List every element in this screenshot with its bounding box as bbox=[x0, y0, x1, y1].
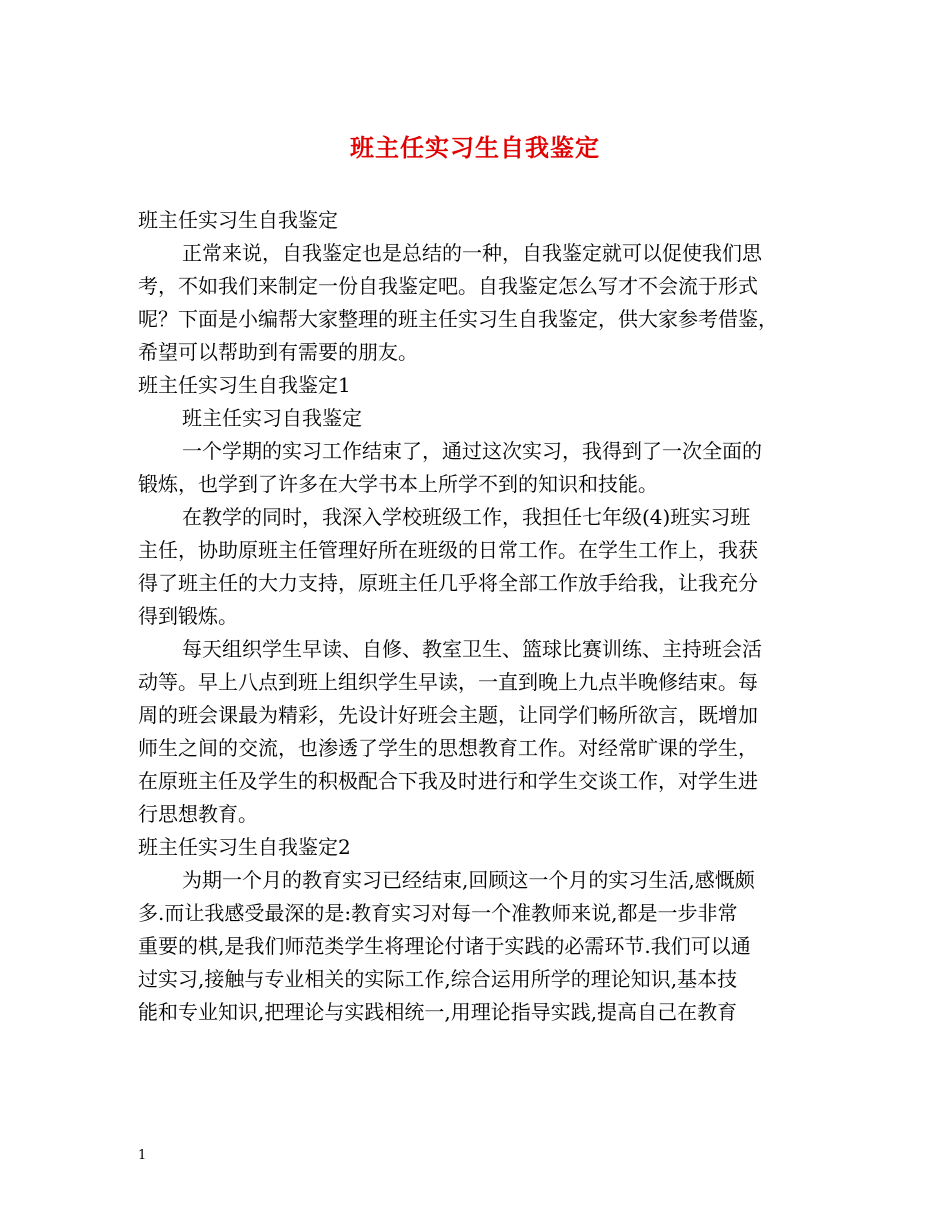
text-line: 班主任实习生自我鉴定2 bbox=[138, 835, 351, 859]
text-line: 班主任实习生自我鉴定1 bbox=[138, 373, 351, 397]
text-line: 考，不如我们来制定一份自我鉴定吧。自我鉴定怎么写才不会流于形式 bbox=[138, 274, 758, 298]
text-line: 周的班会课最为精彩，先设计好班会主题，让同学们畅所欲言，既增加 bbox=[138, 703, 758, 727]
text-line: 正常来说，自我鉴定也是总结的一种，自我鉴定就可以促使我们思 bbox=[182, 241, 762, 265]
text-line: 在原班主任及学生的积极配合下我及时进行和学生交谈工作，对学生进 bbox=[138, 769, 758, 793]
document-body bbox=[138, 204, 818, 1029]
text-line: 得了班主任的大力支持，原班主任几乎将全部工作放手给我，让我充分 bbox=[138, 571, 758, 595]
text-line: 班主任实习生自我鉴定 bbox=[138, 208, 338, 232]
text-line: 动等。早上八点到班上组织学生早读，一直到晚上九点半晚修结束。每 bbox=[138, 670, 758, 694]
text-line: 每天组织学生早读、自修、教室卫生、篮球比赛训练、主持班会活 bbox=[182, 637, 762, 661]
text-line: 能和专业知识,把理论与实践相统一,用理论指导实践,提高自己在教育 bbox=[138, 1000, 738, 1024]
text-line: 一个学期的实习工作结束了，通过这次实习，我得到了一次全面的 bbox=[182, 439, 762, 463]
text-line: 重要的棋,是我们师范类学生将理论付诸于实践的必需环节.我们可以通 bbox=[138, 934, 751, 958]
text-line: 希望可以帮助到有需要的朋友。 bbox=[138, 340, 418, 364]
text-line: 呢？下面是小编帮大家整理的班主任实习生自我鉴定，供大家参考借鉴， bbox=[138, 307, 778, 331]
document-title: 班主任实习生自我鉴定 bbox=[350, 133, 600, 162]
text-line: 过实习,接触与专业相关的实际工作,综合运用所学的理论知识,基本技 bbox=[138, 967, 738, 991]
text-line: 行思想教育。 bbox=[138, 802, 258, 826]
text-line: 得到锻炼。 bbox=[138, 604, 238, 628]
text-line: 在教学的同时，我深入学校班级工作，我担任七年级(4)班实习班 bbox=[182, 505, 751, 529]
text-line: 多.而让我感受最深的是:教育实习对每一个准教师来说,都是一步非常 bbox=[138, 901, 738, 925]
text-line: 师生之间的交流，也渗透了学生的思想教育工作。对经常旷课的学生， bbox=[138, 736, 758, 760]
text-line: 为期一个月的教育实习已经结束,回顾这一个月的实习生活,感慨颇 bbox=[182, 868, 755, 892]
text-line: 班主任实习自我鉴定 bbox=[182, 406, 362, 430]
page-number: 1 bbox=[138, 1148, 147, 1163]
text-line: 锻炼，也学到了许多在大学书本上所学不到的知识和技能。 bbox=[138, 472, 658, 496]
text-line: 主任，协助原班主任管理好所在班级的日常工作。在学生工作上，我获 bbox=[138, 538, 758, 562]
